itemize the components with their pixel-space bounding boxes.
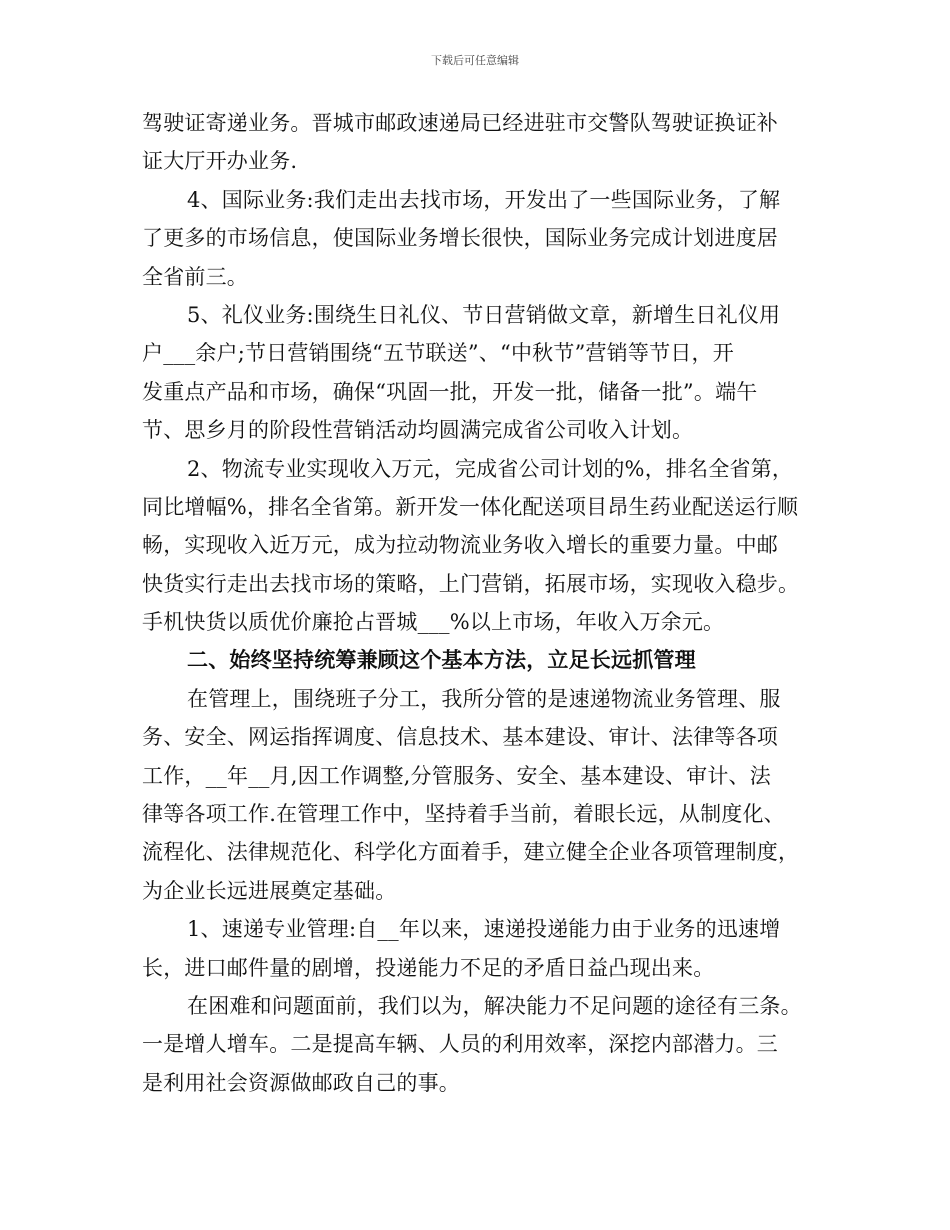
text-line: 工作，__年__月,因工作调整,分管服务、安全、基本建设、审计、法: [142, 763, 771, 788]
text-line: 4、国际业务:我们走出去找市场，开发出了一些国际业务，了解: [187, 187, 781, 212]
text-line: 畅，实现收入近万元，成为拉动物流业务收入增长的重要力量。中邮: [142, 533, 778, 558]
text-line: 快货实行走出去找市场的策略，上门营销，拓展市场，实现收入稳步。: [142, 571, 800, 596]
text-line: 发重点产品和市场，确保“巩固一批，开发一批，储备一批”。端午: [142, 379, 758, 404]
text-line: 在困难和问题面前，我们以为，解决能力不足问题的途径有三条。: [187, 993, 802, 1018]
text-line: 律等各项工作.在管理工作中，坚持着手当前，着眼长远，从制度化、: [142, 802, 785, 827]
text-line: 2、物流专业实现收入万元，完成省公司计划的%，排名全省第，: [187, 456, 794, 481]
text-line: 节、思乡月的阶段性营销活动均圆满完成省公司收入计划。: [142, 418, 694, 443]
text-line: 了更多的市场信息，使国际业务增长很快，国际业务完成计划进度居: [142, 226, 778, 251]
document-body: [142, 104, 822, 1102]
text-line: 全省前三。: [142, 264, 248, 289]
text-line: 为企业长远进展奠定基础。: [142, 878, 397, 903]
text-line: 在管理上，围绕班子分工，我所分管的是速递物流业务管理、服: [187, 686, 781, 711]
text-line: 1、速递专业管理:自__年以来，速递投递能力由于业务的迅速增: [187, 917, 781, 942]
text-line: 同比增幅%，排名全省第。新开发一体化配送项目昂生药业配送运行顺: [142, 494, 799, 519]
text-line: 证大厅开办业务.: [142, 149, 298, 174]
text-line: 务、安全、网运指挥调度、信息技术、基本建设、审计、法律等各项: [142, 725, 778, 750]
section-heading: 二、始终坚持统筹兼顾这个基本方法，立足长远抓管理: [187, 647, 696, 673]
text-line: 一是增人增车。二是提高车辆、人员的利用效率，深挖内部潜力。三: [142, 1032, 778, 1057]
text-line: 手机快货以质优价廉抢占晋城___%以上市场，年收入万余元。: [142, 610, 725, 635]
text-line: 5、礼仪业务:围绕生日礼仪、节日营销做文章，新增生日礼仪用: [187, 302, 781, 327]
text-line: 驾驶证寄递业务。晋城市邮政速递局已经进驻市交警队驾驶证换证补: [142, 111, 778, 135]
text-line: 是利用社会资源做邮政自己的事。: [142, 1070, 460, 1095]
text-line: 户___余户;节日营销围绕“五节联送”、“中秋节”营销等节日，开: [142, 341, 734, 366]
page-header: 下载后可任意编辑: [431, 54, 519, 67]
text-line: 长，进口邮件量的剧增，投递能力不足的矛盾日益凸现出来。: [142, 955, 715, 980]
text-line: 流程化、法律规范化、科学化方面着手，建立健全企业各项管理制度，: [142, 840, 800, 865]
